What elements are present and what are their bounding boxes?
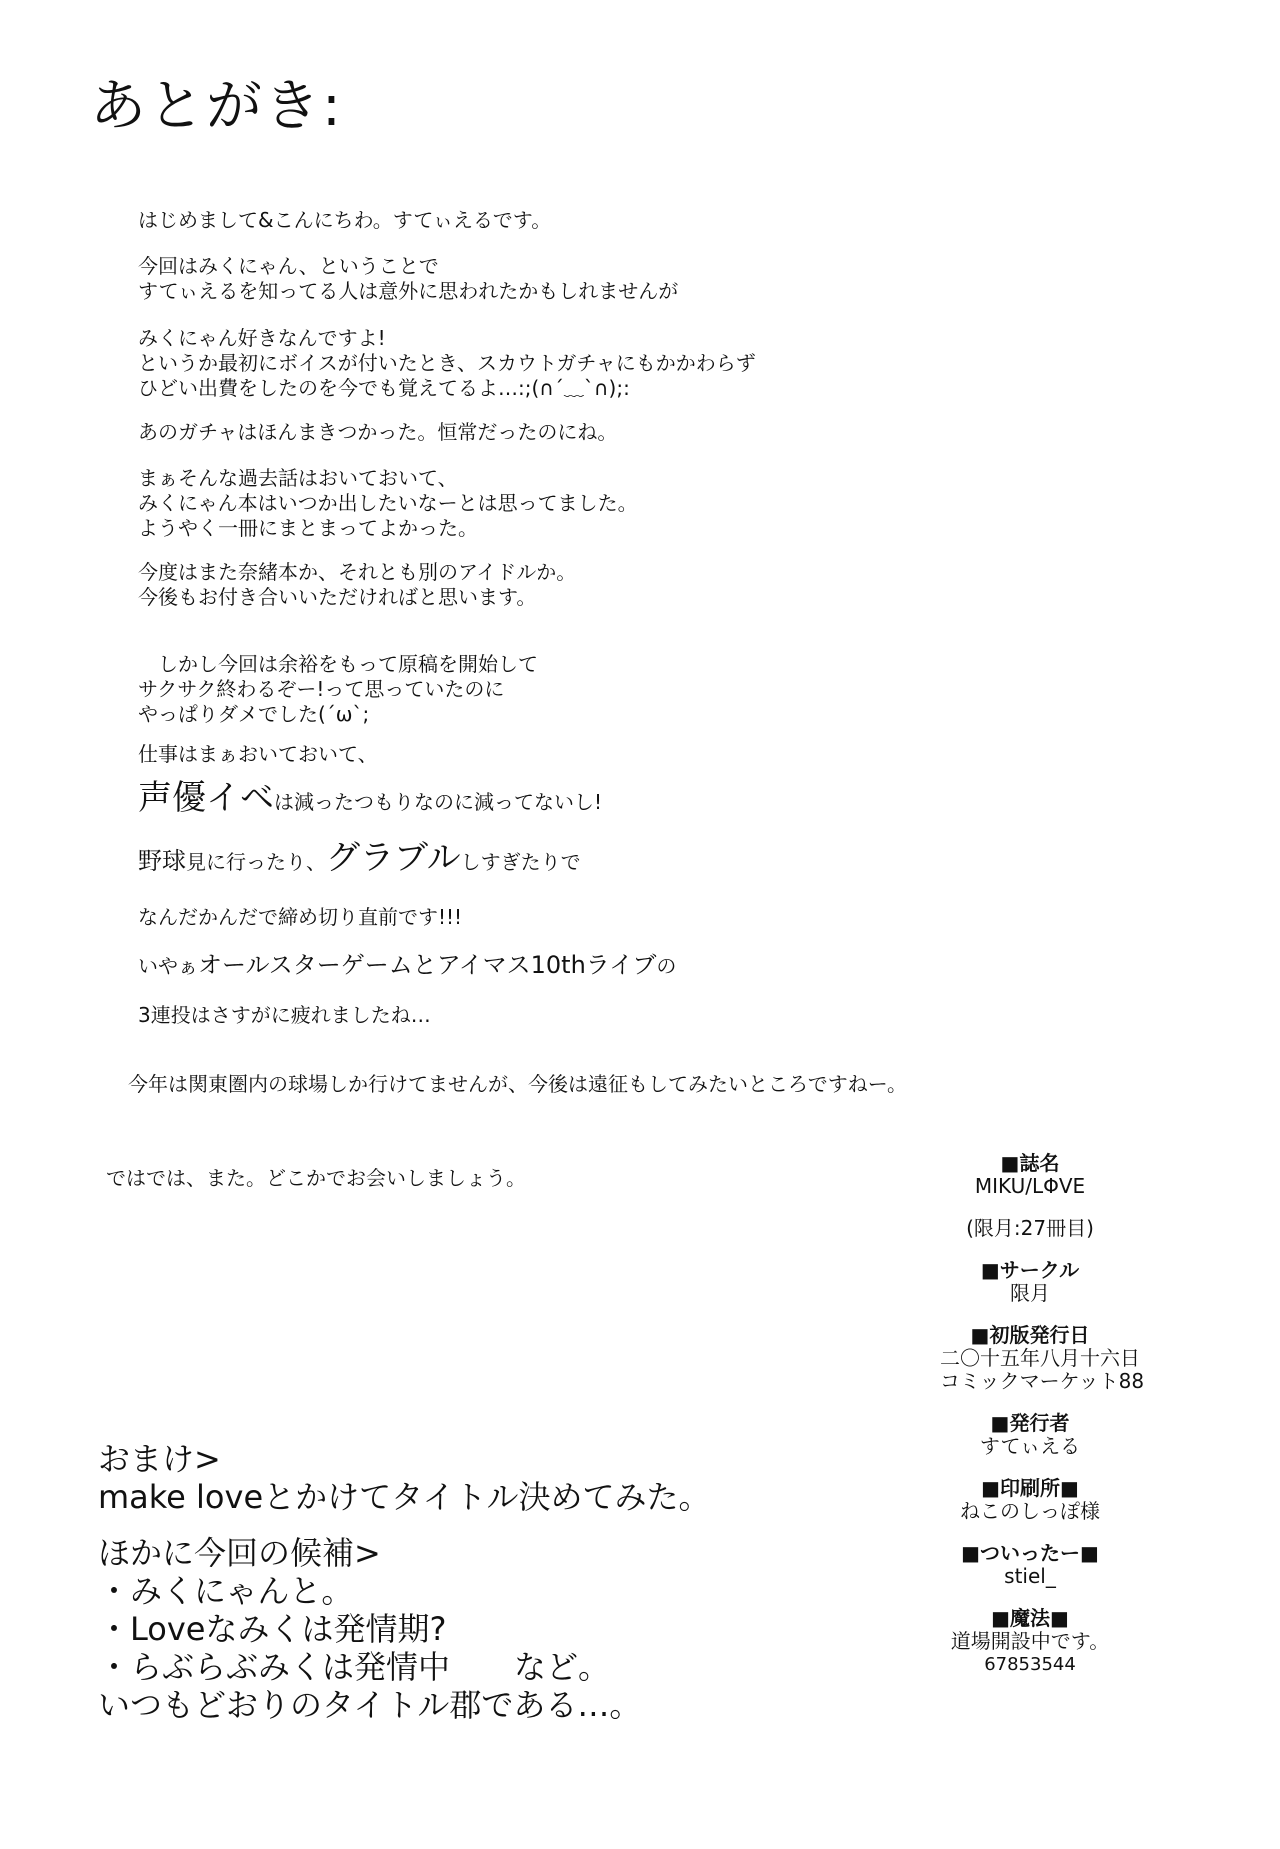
emphasis-line-baseball: [138, 838, 581, 878]
omake-line: ・らぶらぶみくは発情中 など。: [98, 1648, 611, 1686]
paragraph-deadline: [138, 652, 538, 727]
colophon-value: 67853544: [984, 1654, 1076, 1675]
colophon-magic: [940, 1607, 1120, 1676]
text-line: やっぱりダメでした(´ω`;: [138, 702, 370, 726]
paragraph-work: [138, 742, 378, 767]
colophon-twitter: [940, 1542, 1120, 1588]
colophon-label: ■誌名: [1000, 1151, 1060, 1175]
emphasis-mid: オールスターゲームとアイマス10thライブ: [198, 951, 657, 979]
paragraph-next: [138, 560, 576, 610]
text-line: しかし今回は余裕をもって原稿を開始して: [158, 652, 538, 676]
colophon-value: 限月: [1010, 1281, 1050, 1305]
text-line: 仕事はまぁおいておいて、: [138, 742, 378, 766]
colophon-label: ■サークル: [980, 1258, 1080, 1282]
colophon-date: [940, 1323, 1145, 1393]
emphasis-mid: 野球: [138, 847, 186, 875]
text-span: 3連投はさすがに疲れましたね…: [138, 1003, 431, 1027]
paragraph-gacha: [138, 420, 617, 445]
colophon-label: ■初版発行日: [970, 1323, 1090, 1347]
text-line: あのガチャはほんまきつかった。恒常だったのにね。: [138, 420, 618, 444]
text-line: みくにゃん本はいつか出したいなーとは思ってました。: [138, 491, 638, 515]
text-line: 今回はみくにゃん、ということで: [138, 254, 439, 278]
colophon-publisher: [940, 1412, 1120, 1458]
text-line: みくにゃん好きなんですよ!: [138, 326, 386, 350]
omake-line: いつもどおりのタイトル郡である…。: [98, 1686, 642, 1724]
paragraph-voice: [138, 326, 756, 401]
emphasis-big: グラブル: [326, 838, 461, 878]
colophon-value: 二〇十五年八月十六日: [940, 1346, 1140, 1370]
paragraph-intro: [138, 254, 678, 304]
omake-line: ・みくにゃんと。: [98, 1572, 354, 1610]
text-line: サクサク終わるぞー!って思っていたのに: [138, 677, 505, 701]
omake-section: [98, 1440, 711, 1724]
colophon-value: すてぃえる: [979, 1434, 1081, 1458]
colophon-value: コミックマーケット88: [940, 1369, 1145, 1393]
text-span: ではでは、また。どこかでお会いしましょう。: [106, 1166, 526, 1190]
omake-line: おまけ>: [98, 1440, 221, 1478]
emphasis-line-tired: [138, 1003, 431, 1028]
colophon: [940, 1151, 1145, 1695]
colophon-note: [940, 1217, 1120, 1240]
text-span: 今年は関東圏内の球場しか行けてませんが、今後は遠征もしてみたいところですねー。: [128, 1072, 907, 1096]
colophon-label: ■発行者: [990, 1411, 1070, 1435]
text-span: 見に行ったり、: [186, 850, 326, 874]
omake-line: ほかに今回の候補>: [98, 1534, 381, 1572]
emphasis-big: 声優イベ: [138, 778, 274, 818]
colophon-label: ■印刷所■: [981, 1476, 1079, 1500]
text-line: ようやく一冊にまとまってよかった。: [138, 516, 478, 540]
text-line: ひどい出費をしたのを今でも覚えてるよ…:;(∩´﹏`∩);:: [138, 376, 630, 400]
omake-line: make loveとかけてタイトル決めてみた。: [98, 1478, 711, 1516]
paragraph-past: [138, 466, 638, 541]
page-title: あとがき:: [90, 74, 343, 139]
closing-line: [106, 1166, 526, 1191]
colophon-value: (限月:27冊目): [966, 1216, 1094, 1240]
emphasis-line-live: [138, 953, 676, 979]
text-span: いやぁ: [138, 954, 198, 978]
paragraph-greeting: [138, 208, 551, 233]
omake-line: [98, 1516, 711, 1534]
colophon-label: ■ついったー■: [961, 1541, 1099, 1565]
text-line: はじめまして&こんにちわ。すてぃえるです。: [138, 208, 552, 232]
text-line: 今度はまた奈緒本か、それとも別のアイドルか。: [138, 560, 577, 584]
colophon-value: 道場開設中です。: [950, 1629, 1110, 1653]
emphasis-line-stadium: [128, 1072, 907, 1097]
emphasis-line-deadline: [138, 905, 462, 930]
text-span: しすぎたりで: [460, 850, 581, 874]
colophon-label: ■魔法■: [991, 1606, 1069, 1630]
text-line: すてぃえるを知ってる人は意外に思われたかもしれませんが: [138, 279, 679, 303]
text-line: まぁそんな過去話はおいておいて、: [138, 466, 458, 490]
colophon-magazine: [940, 1152, 1120, 1198]
colophon-value: stiel_: [1004, 1564, 1056, 1588]
colophon-value: ねこのしっぽ様: [960, 1499, 1100, 1523]
emphasis-line-voice-events: [138, 778, 603, 818]
text-line: 今後もお付き合いいただければと思います。: [138, 585, 537, 609]
text-span: は減ったつもりなのに減ってないし!: [274, 790, 603, 814]
colophon-circle: [940, 1259, 1120, 1305]
text-span: の: [656, 954, 677, 978]
text-line: というか最初にボイスが付いたとき、スカウトガチャにもかかわらず: [138, 351, 756, 375]
colophon-value: MIKU/LΦVE: [974, 1174, 1086, 1198]
text-span: なんだかんだで締め切り直前です!!!: [138, 905, 463, 929]
colophon-printer: [940, 1477, 1120, 1523]
omake-line: ・Loveなみくは発情期?: [98, 1610, 447, 1648]
